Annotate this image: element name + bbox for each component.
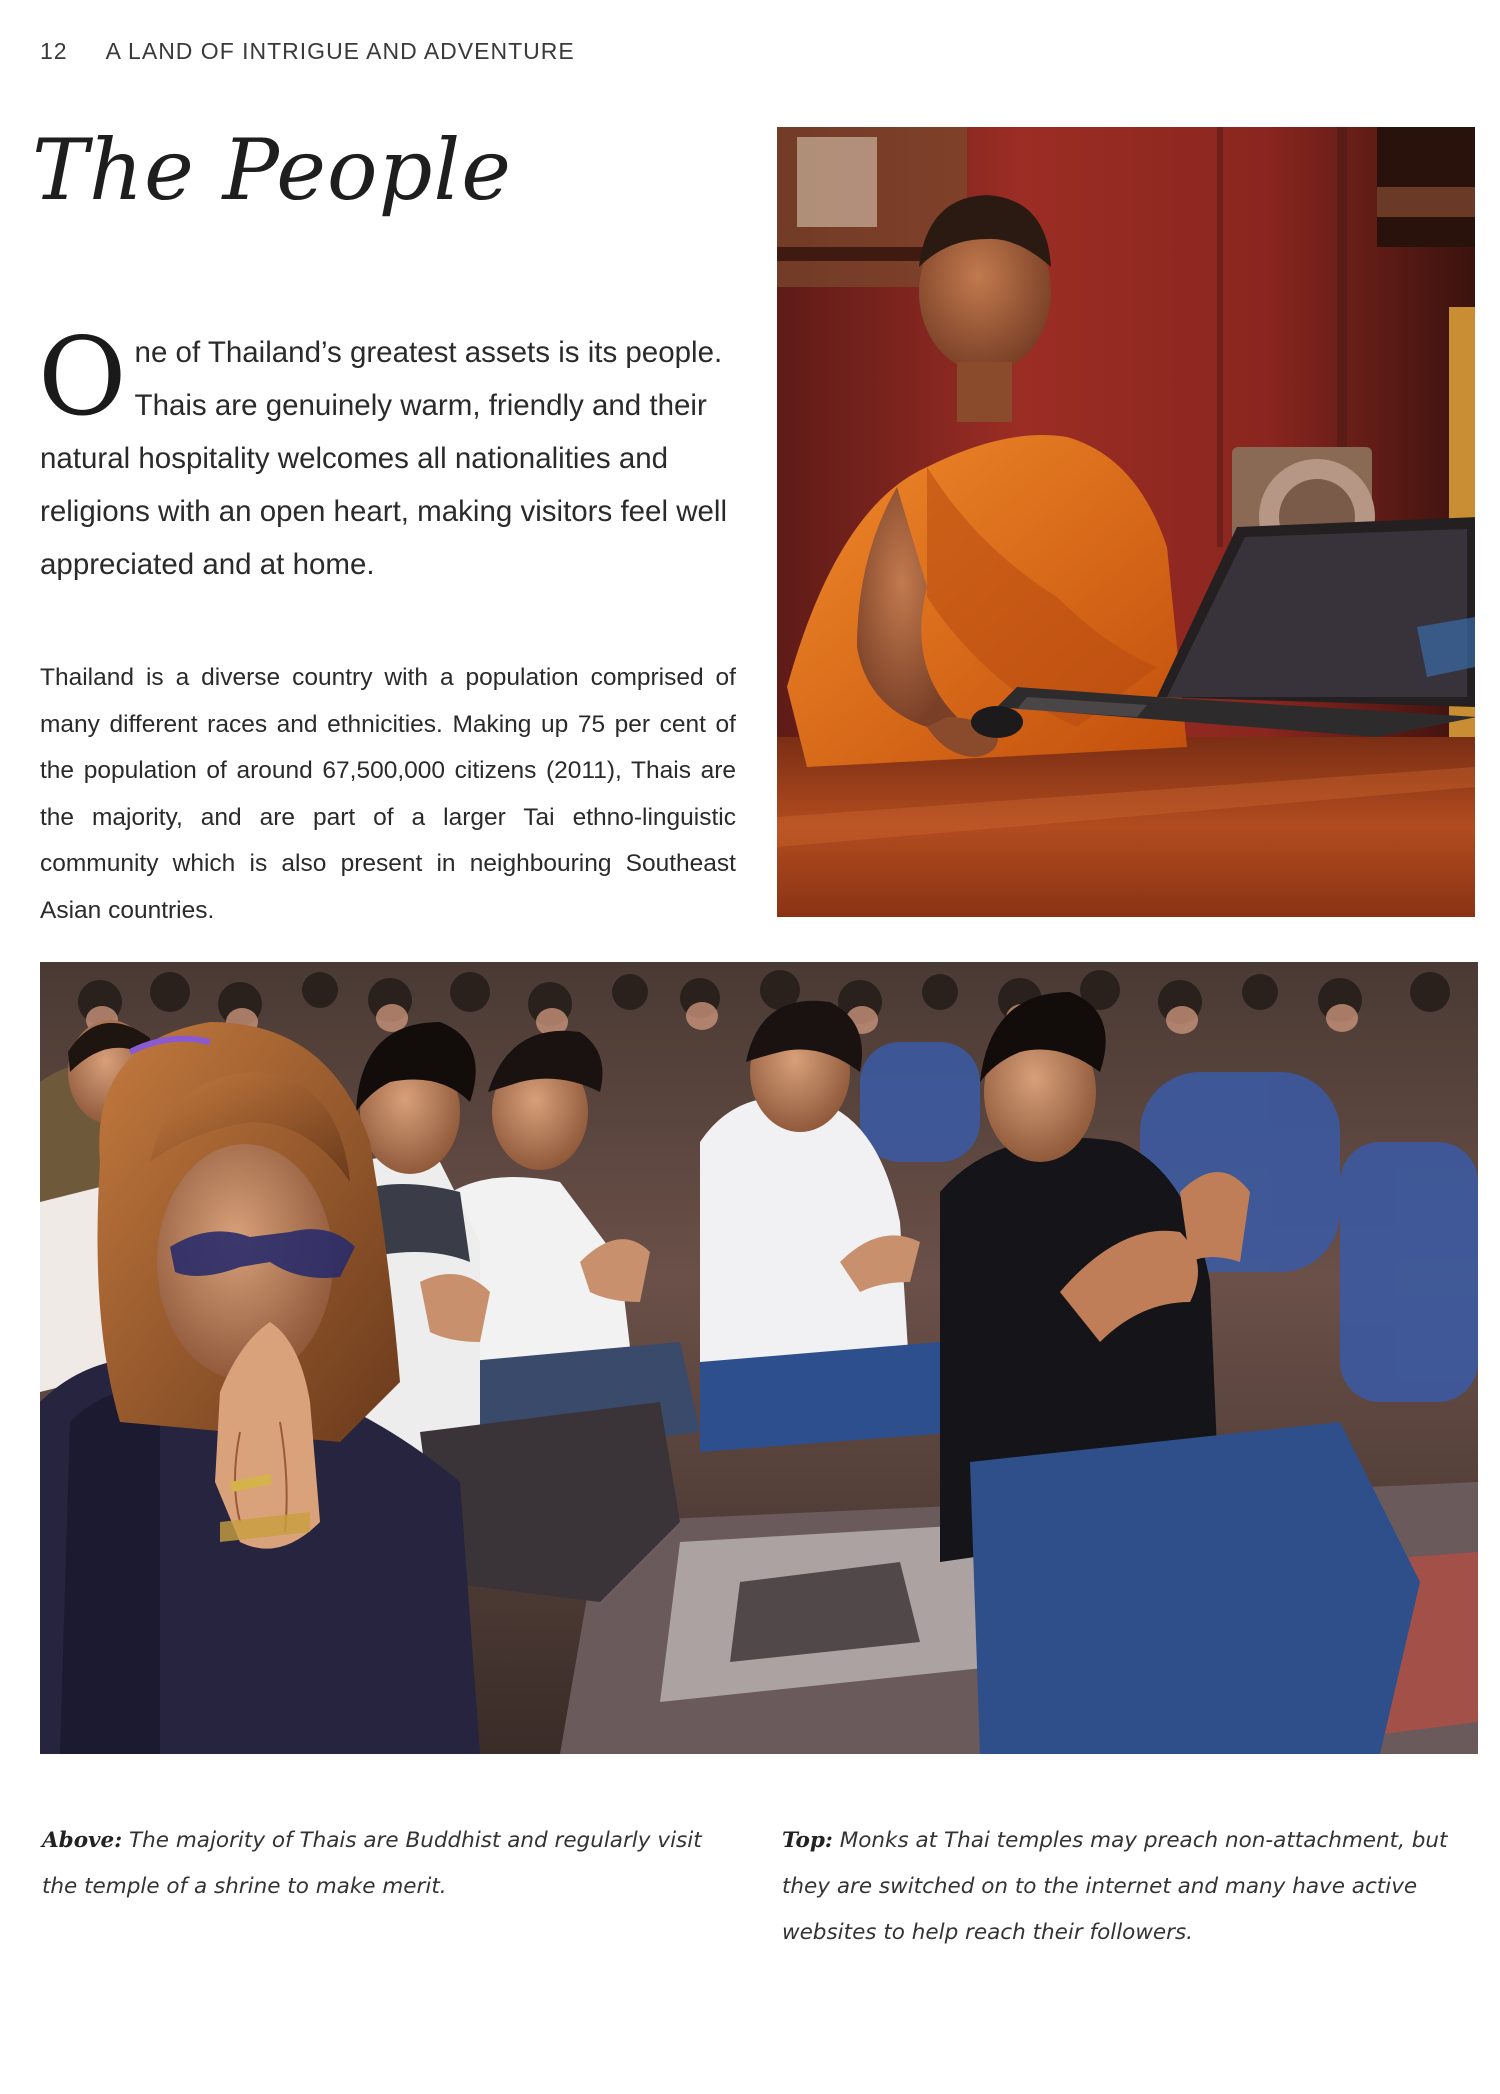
lead-paragraph <box>38 315 740 591</box>
caption-above-label: Above: <box>42 1828 123 1853</box>
caption-above <box>42 1818 722 1910</box>
caption-top-text: Monks at Thai temples may preach non-attachment, but they are switched on to the internet and many have active websites to help reach their followers. <box>782 1828 1448 1945</box>
page-number: 12 <box>40 38 68 64</box>
crowd-praying-illustration <box>40 962 1478 1754</box>
section-title: A LAND OF INTRIGUE AND ADVENTURE <box>105 38 575 64</box>
crowd-praying-photo <box>40 962 1478 1754</box>
caption-top-label: Top: <box>782 1828 833 1853</box>
caption-above-text: The majority of Thais are Buddhist and regularly visit the temple of a shrine to make merit. <box>42 1828 702 1899</box>
running-head <box>40 38 575 65</box>
drop-cap: O <box>38 315 127 440</box>
caption-top <box>782 1818 1472 1956</box>
monk-laptop-photo <box>777 127 1475 917</box>
body-paragraph: Thailand is a diverse country with a population comprised of many different races and ethnicities. Making up 75 per cent of the population of around 67,500,000 citizens (2011), Thais are the majority, and are part of a larger Tai ethno-linguistic community which is also present in neighbouring Southeast Asian countries. <box>40 664 736 924</box>
monk-laptop-illustration <box>777 127 1475 917</box>
lead-text: ne of Thailand’s greatest assets is its people. Thais are genuinely warm, friendly and their natural hospitality welcomes all nationalities and religions with an open heart, making visitors feel well appreciated and at home. <box>40 336 728 581</box>
page-title: The People <box>32 121 512 219</box>
